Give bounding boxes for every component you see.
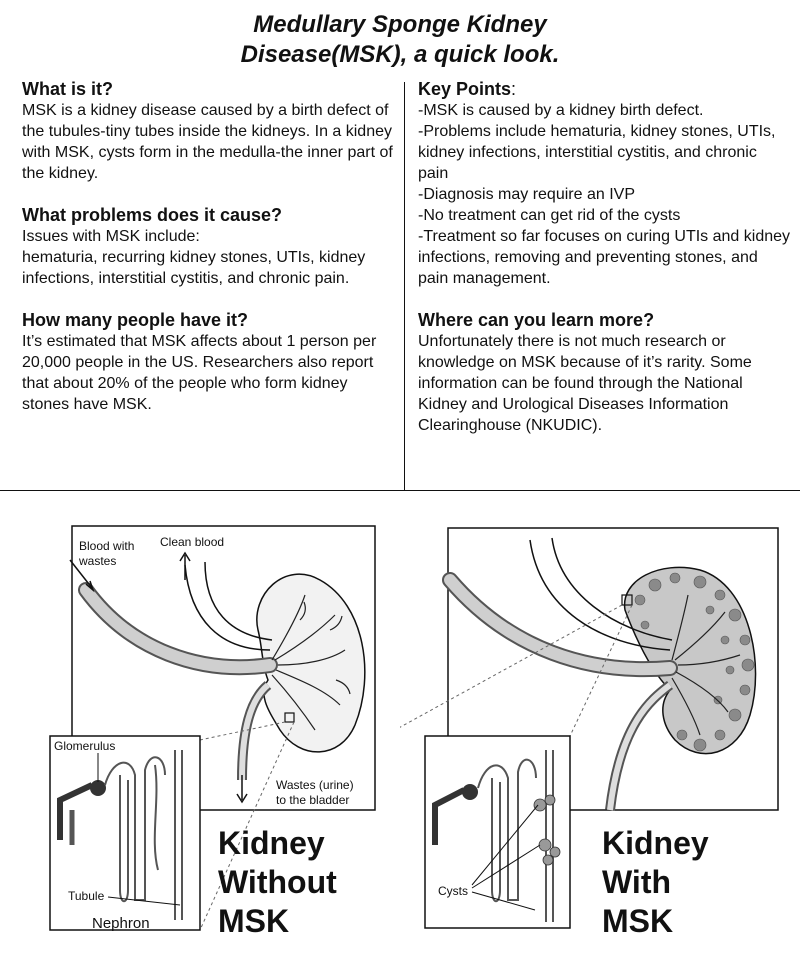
big-label-line: Kidney bbox=[218, 825, 325, 861]
to-bladder-label: to the bladder bbox=[276, 793, 350, 807]
tubule-label: Tubule bbox=[68, 889, 105, 903]
keypoint-item: -Treatment so far focuses on curing UTIs and kidney infections, removing and preventing stones, and pain management. bbox=[418, 228, 791, 287]
learn-heading: Where can you learn more? bbox=[418, 310, 655, 330]
keypoint-item: -Diagnosis may require an IVP bbox=[418, 186, 635, 203]
keypoint-item: -Problems include hematuria, kidney stones, UTIs, kidney infections, interstitial cystitis, and chronic pain bbox=[418, 123, 776, 182]
problems-heading: What problems does it cause? bbox=[22, 205, 283, 225]
clean-blood-label: Clean blood bbox=[160, 535, 225, 549]
blood-with-wastes-label: Blood with bbox=[79, 539, 135, 553]
big-label-line: MSK bbox=[218, 903, 290, 939]
kidney-with-msk-illustration bbox=[400, 500, 800, 950]
problems-intro: Issues with MSK include: bbox=[22, 228, 200, 245]
big-label-line: Kidney bbox=[602, 825, 709, 861]
kidney-with-msk-label bbox=[602, 824, 709, 941]
wastes-urine-label: Wastes (urine) bbox=[276, 778, 354, 792]
blood-with-wastes-label-2: wastes bbox=[79, 554, 117, 568]
keypoint-item: -No treatment can get rid of the cysts bbox=[418, 207, 681, 224]
right-column bbox=[418, 78, 790, 456]
cysts-label: Cysts bbox=[438, 884, 468, 898]
section-problems bbox=[22, 204, 394, 289]
what-heading: What is it? bbox=[22, 79, 113, 99]
section-what-is-it bbox=[22, 78, 394, 184]
keypoints-colon: : bbox=[511, 79, 517, 99]
column-divider bbox=[404, 82, 405, 490]
nephron-label: Nephron bbox=[92, 915, 150, 932]
glomerulus-label: Glomerulus bbox=[54, 739, 116, 753]
problems-body: hematuria, recurring kidney stones, UTIs, kidney infections, interstitial cystitis, and chronic pain. bbox=[22, 249, 366, 287]
kidney-without-msk-illustration bbox=[0, 500, 400, 950]
keypoint-item: -MSK is caused by a kidney birth defect. bbox=[418, 102, 704, 119]
page-title bbox=[0, 10, 800, 70]
people-body: It’s estimated that MSK affects about 1 person per 20,000 people in the US. Researchers also report that about 20% of the people who form kidney stones have MSK. bbox=[22, 333, 377, 413]
people-heading: How many people have it? bbox=[22, 310, 249, 330]
title-line-1: Medullary Sponge Kidney bbox=[253, 11, 547, 38]
section-key-points bbox=[418, 78, 790, 289]
title-line-2: Disease(MSK), a quick look. bbox=[240, 41, 560, 68]
big-label-line: With bbox=[602, 864, 672, 900]
keypoints-heading-text: Key Points bbox=[418, 79, 512, 99]
section-divider bbox=[0, 490, 800, 491]
keypoints-list bbox=[418, 100, 790, 289]
what-body: MSK is a kidney disease caused by a birth defect of the tubules-tiny tubes inside the kidneys. In a kidney with MSK, cysts form in the medulla-the inner part of the kidney. bbox=[22, 102, 393, 182]
kidney-without-msk-label bbox=[218, 824, 337, 941]
section-people bbox=[22, 309, 394, 415]
big-label-line: MSK bbox=[602, 903, 674, 939]
big-label-line: Without bbox=[218, 864, 337, 900]
section-learn-more bbox=[418, 309, 790, 436]
keypoints-heading bbox=[418, 78, 790, 100]
learn-body: Unfortunately there is not much research or knowledge on MSK because of it’s rarity. Some information can be found through the National Kidney and Urological Diseases Information Clearinghouse (NKUDIC). bbox=[418, 333, 752, 434]
left-column bbox=[22, 78, 394, 435]
